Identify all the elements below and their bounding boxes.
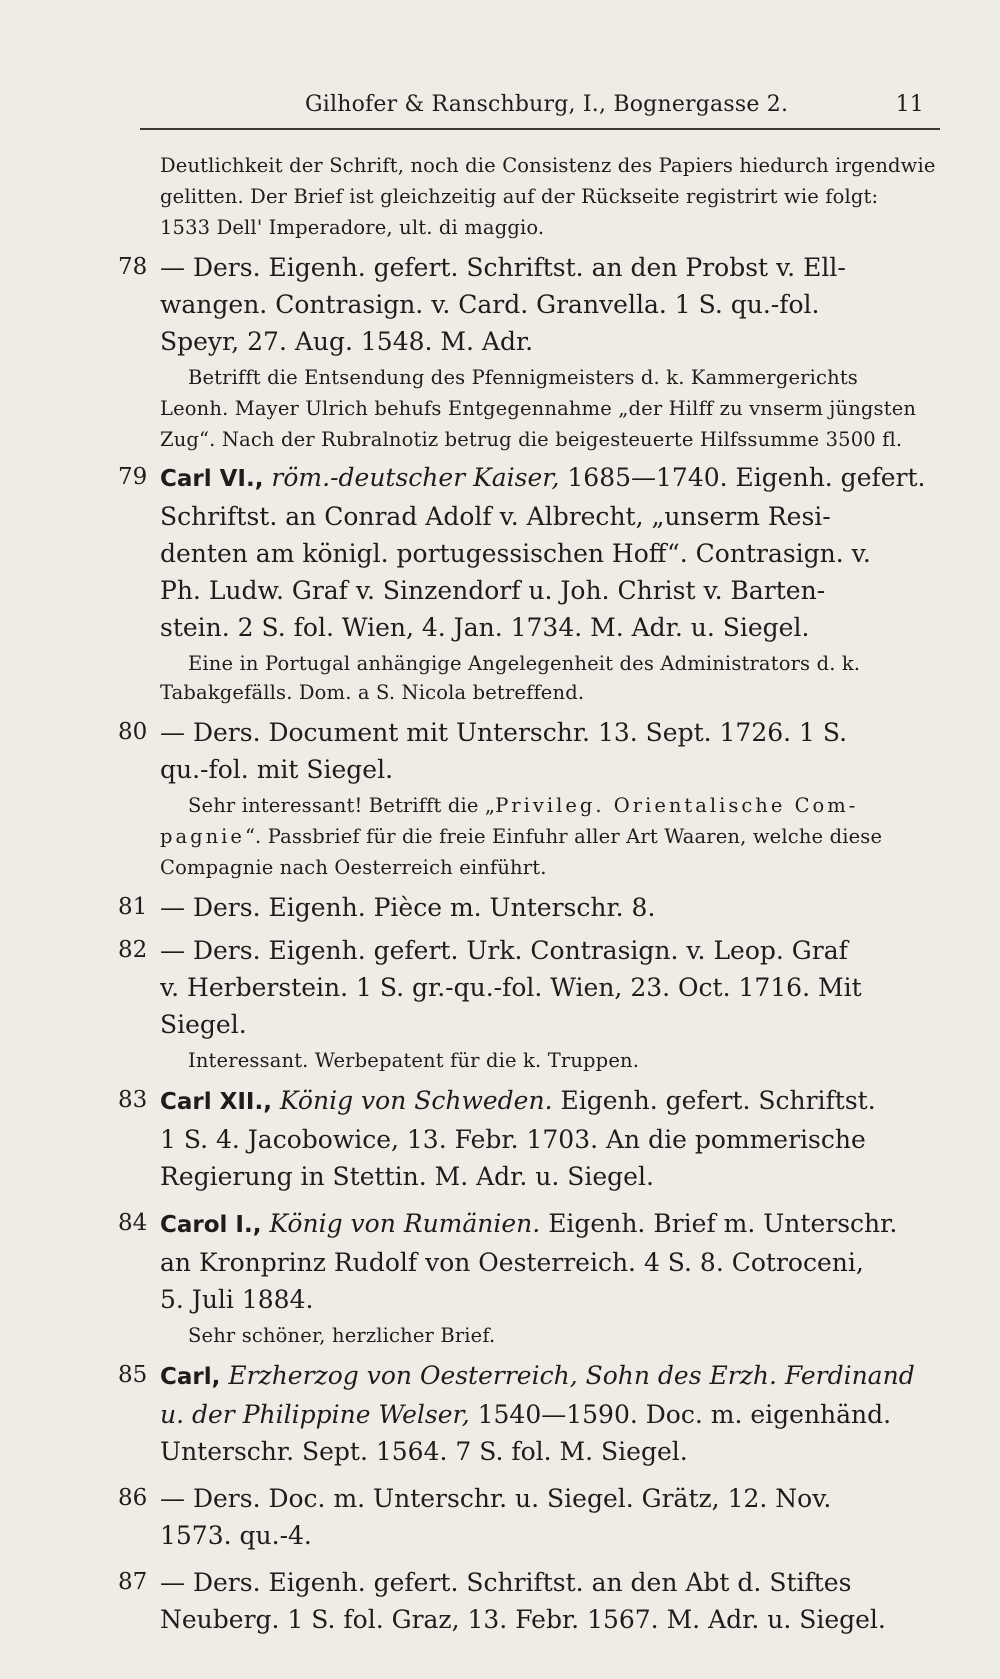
entry-81	[118, 889, 950, 926]
entry-80	[118, 714, 950, 788]
entry-name: Carl,	[160, 1364, 221, 1390]
entry-name: Carol I.,	[160, 1212, 262, 1238]
entry-line	[160, 459, 950, 498]
entry-line	[160, 1357, 950, 1396]
entry-79	[118, 459, 950, 646]
entry-text: Eigenh. Brief m. Unterschr.	[548, 1209, 898, 1238]
running-title: Gilhofer & Ranschburg, I., Bognergasse 2.	[305, 92, 789, 117]
entry-number: 83	[118, 1087, 148, 1113]
note-line	[160, 821, 950, 852]
entry-text: 1540—1590. Doc. m. eigenhänd.	[477, 1400, 892, 1429]
note-line: Tabakgefälls. Dom. a S. Nicola betreffend.	[160, 681, 585, 704]
catalogue-body	[118, 150, 950, 1638]
entry-83	[118, 1082, 950, 1195]
entry-86	[118, 1480, 950, 1554]
note-line: gelitten. Der Brief ist gleichzeitig auf der Rückseite registrirt wie folgt:	[160, 185, 879, 208]
note-line: Betrifft die Entsendung des Pfennigmeisters d. k. Kammergerichts	[188, 366, 858, 389]
note-line: Eine in Portugal anhängige Angelegenheit des Administrators d. k.	[188, 652, 861, 675]
entry-line: — Ders. Doc. m. Unterschr. u. Siegel. Grätz, 12. Nov.	[160, 1484, 832, 1513]
entry-line: denten am königl. portugessischen Hoff“. Contrasign. v.	[160, 539, 871, 568]
entry-line: — Ders. Eigenh. gefert. Schriftst. an den Abt d. Stiftes	[160, 1568, 852, 1597]
entry-title: Erzherzog von Oesterreich, Sohn des Erzh. Ferdinand	[228, 1361, 915, 1390]
entry-text: Eigenh. gefert. Schriftst.	[560, 1086, 876, 1115]
entry-85	[118, 1357, 950, 1470]
entry-line: 1 S. 4. Jacobowice, 13. Febr. 1703. An die pommerische	[160, 1125, 866, 1154]
note-spaced-text: pagnie	[160, 825, 245, 848]
entry-text: 1685—1740. Eigenh. gefert.	[567, 463, 926, 492]
note-line: Interessant. Werbepatent für die k. Truppen.	[188, 1049, 640, 1072]
entry-line: — Ders. Document mit Unterschr. 13. Sept. 1726. 1 S.	[160, 718, 848, 747]
entry-number: 79	[118, 464, 148, 490]
entry-line: Siegel.	[160, 1010, 247, 1039]
entry-82	[118, 932, 950, 1043]
entry-number: 84	[118, 1210, 148, 1236]
entry-line: — Ders. Eigenh. gefert. Urk. Contrasign. v. Leop. Graf	[160, 936, 848, 965]
note-spaced-text: Privileg. Orientalische Com-	[495, 794, 859, 817]
note-line	[160, 790, 950, 821]
entry-line: v. Herberstein. 1 S. gr.-qu.-fol. Wien, 23. Oct. 1716. Mit	[160, 973, 862, 1002]
entry-line: Unterschr. Sept. 1564. 7 S. fol. M. Siegel.	[160, 1437, 688, 1466]
entry-number: 82	[118, 937, 148, 963]
entry-line: Neuberg. 1 S. fol. Graz, 13. Febr. 1567. M. Adr. u. Siegel.	[160, 1605, 886, 1634]
entry-87	[118, 1564, 950, 1638]
entry-82-note	[160, 1045, 950, 1076]
entry-number: 86	[118, 1485, 148, 1511]
note-text: Sehr interessant! Betrifft die „	[188, 794, 496, 817]
entry-line: — Ders. Eigenh. gefert. Schriftst. an den Probst v. Ell-	[160, 253, 846, 282]
entry-line: — Ders. Eigenh. Pièce m. Unterschr. 8.	[160, 893, 656, 922]
entry-line: 1573. qu.-4.	[160, 1521, 312, 1550]
entry-84	[118, 1205, 950, 1318]
entry-78	[118, 249, 950, 360]
entry-title: König von Rumänien.	[269, 1209, 541, 1238]
entry-line: wangen. Contrasign. v. Card. Granvella. 1 S. qu.-fol.	[160, 290, 820, 319]
entry-title: röm.-deutscher Kaiser,	[271, 463, 560, 492]
entry-number: 85	[118, 1362, 148, 1388]
entry-line: stein. 2 S. fol. Wien, 4. Jan. 1734. M. Adr. u. Siegel.	[160, 613, 810, 642]
entry-79-note	[160, 648, 950, 679]
entry-line: an Kronprinz Rudolf von Oesterreich. 4 S. 8. Cotroceni,	[160, 1248, 864, 1277]
entry-79-note-cont	[160, 677, 950, 708]
note-line: Zug“. Nach der Rubralnotiz betrug die beigesteuerte Hilfssumme 3500 fl.	[160, 428, 903, 451]
entry-line: qu.-fol. mit Siegel.	[160, 755, 394, 784]
entry-number: 87	[118, 1569, 148, 1595]
entry-number: 81	[118, 894, 148, 920]
note-line: Deutlichkeit der Schrift, noch die Consistenz des Papiers hiedurch irgendwie	[160, 154, 936, 177]
entry-80-note	[160, 790, 950, 883]
entry-line: Ph. Ludw. Graf v. Sinzendorf u. Joh. Christ v. Barten-	[160, 576, 826, 605]
entry-line	[160, 1396, 950, 1433]
note-line: Compagnie nach Oesterreich einführt.	[160, 856, 547, 879]
entry-title: u. der Philippine Welser,	[160, 1400, 470, 1429]
entry-line: Regierung in Stettin. M. Adr. u. Siegel.	[160, 1162, 654, 1191]
entry-84-note	[160, 1320, 950, 1351]
entry-78-note	[160, 362, 950, 393]
entry-78-note-cont	[160, 393, 950, 455]
note-text: “. Passbrief für die freie Einfuhr aller Art Waaren, welche diese	[244, 825, 883, 848]
page-number: 11	[895, 92, 924, 117]
entry-line: Schriftst. an Conrad Adolf v. Albrecht, „unserm Resi-	[160, 502, 831, 531]
entry-name: Carl VI.,	[160, 466, 264, 492]
entry-line	[160, 1205, 950, 1244]
entry-title: König von Schweden.	[279, 1086, 553, 1115]
note-line: Sehr schöner, herzlicher Brief.	[188, 1324, 496, 1347]
entry-name: Carl XII.,	[160, 1089, 272, 1115]
header-rule	[140, 128, 940, 130]
entry-line	[160, 1082, 950, 1121]
entry-line: 5. Juli 1884.	[160, 1285, 314, 1314]
entry-number: 80	[118, 719, 148, 745]
note-line: 1533 Dell' Imperadore, ult. di maggio.	[160, 216, 545, 239]
entry-number: 78	[118, 254, 148, 280]
intro-note	[160, 150, 950, 243]
note-line: Leonh. Mayer Ulrich behufs Entgegennahme „der Hilff zu vnserm jüngsten	[160, 397, 917, 420]
entry-line: Speyr, 27. Aug. 1548. M. Adr.	[160, 327, 534, 356]
